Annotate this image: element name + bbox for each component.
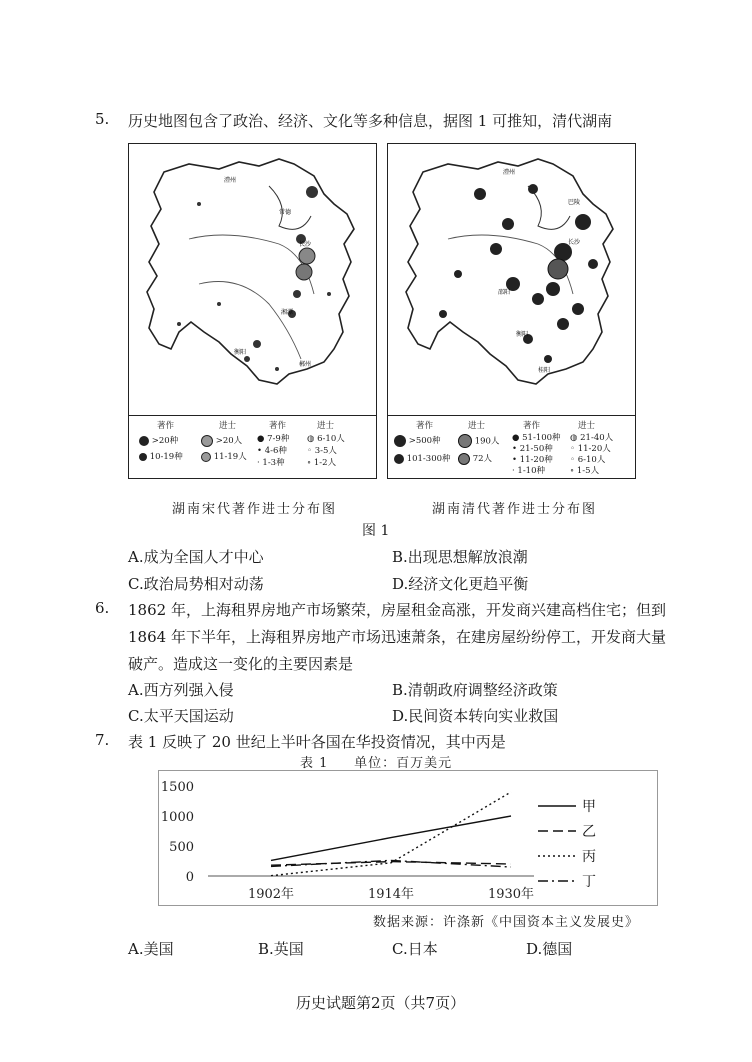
map-place: 澧州 bbox=[224, 177, 237, 184]
book-marker bbox=[557, 318, 569, 330]
legend-label: • 4-6种 bbox=[257, 446, 287, 456]
book-marker bbox=[546, 282, 560, 296]
legend-label: 丙 bbox=[582, 849, 596, 865]
book-marker bbox=[528, 184, 538, 194]
map-place: 澧州 bbox=[503, 169, 516, 176]
figure-label: 图 1 bbox=[362, 523, 390, 539]
map-place: 长沙 bbox=[568, 239, 581, 246]
qing-map-caption: 湖南清代著作进士分布图 bbox=[432, 502, 598, 517]
legend-heading: 进士 bbox=[468, 421, 486, 431]
legend-heading: 进士 bbox=[219, 421, 237, 431]
qing-map bbox=[387, 143, 636, 479]
jinshi-icon bbox=[201, 435, 213, 447]
song-map-caption: 湖南宋代著作进士分布图 bbox=[172, 502, 338, 517]
book-marker bbox=[532, 293, 544, 305]
data-source: 数据来源：许涤新《中国资本主义发展史》 bbox=[373, 915, 640, 930]
book-marker bbox=[454, 270, 462, 278]
page-footer: 历史试题第2页（共7页） bbox=[296, 994, 466, 1012]
book-marker bbox=[588, 259, 598, 269]
y-tick-label: 0 bbox=[185, 870, 194, 885]
legend-label: 丁 bbox=[582, 874, 596, 890]
x-tick-label: 1902年 bbox=[247, 887, 295, 902]
legend-label: • 11-20种 bbox=[512, 455, 553, 465]
q6-line-3: 破产。造成这一变化的主要因素是 bbox=[128, 655, 354, 673]
legend-label: ● 7-9种 bbox=[257, 434, 290, 444]
song-map bbox=[128, 143, 377, 479]
map-place: 常德 bbox=[279, 209, 292, 216]
book-marker bbox=[197, 202, 201, 206]
x-tick-label: 1930年 bbox=[487, 887, 535, 902]
legend-label: · 1-3种 bbox=[257, 458, 285, 468]
book-marker bbox=[502, 218, 514, 230]
legend-label: >20种 bbox=[151, 436, 179, 446]
legend-label: · 1-10种 bbox=[512, 466, 546, 476]
book-marker bbox=[544, 355, 552, 363]
book-marker bbox=[439, 310, 447, 318]
book-marker bbox=[217, 302, 221, 306]
map-place: 巴陵 bbox=[568, 199, 581, 206]
q7-option-a[interactable]: A.美国 bbox=[128, 940, 174, 958]
song-map-drawing bbox=[129, 144, 376, 414]
book-marker bbox=[490, 243, 502, 255]
q5-option-c[interactable]: C.政治局势相对动荡 bbox=[128, 575, 264, 593]
map-place: 衡阳 bbox=[516, 331, 529, 338]
legend-label: 101-300种 bbox=[406, 454, 451, 464]
legend-label: ∘ 1-5人 bbox=[570, 466, 600, 476]
map-place: 长沙 bbox=[299, 241, 312, 248]
q6-option-d[interactable]: D.民间资本转向实业救国 bbox=[392, 707, 559, 725]
book-marker bbox=[253, 340, 261, 348]
legend-label: 乙 bbox=[582, 824, 596, 840]
q5-option-b[interactable]: B.出现思想解放浪潮 bbox=[392, 548, 528, 566]
jinshi-marker bbox=[296, 264, 312, 280]
legend-label: 甲 bbox=[582, 799, 596, 815]
book-marker bbox=[327, 292, 331, 296]
legend-label: ◦ 3-5人 bbox=[307, 446, 337, 456]
legend-label: ◦ 6-10人 bbox=[570, 455, 606, 465]
book-marker bbox=[275, 367, 279, 371]
qing-map-outline bbox=[406, 159, 613, 384]
song-map-outline bbox=[147, 159, 354, 384]
q5-number: 5. bbox=[95, 110, 110, 128]
book-marker bbox=[177, 322, 181, 326]
q7-number: 7. bbox=[95, 731, 110, 749]
book-icon bbox=[139, 436, 149, 446]
investment-chart bbox=[158, 770, 658, 906]
q5-option-a[interactable]: A.成为全国人才中心 bbox=[128, 548, 264, 566]
x-tick-label: 1914年 bbox=[367, 887, 415, 902]
book-marker bbox=[572, 303, 584, 315]
legend-label: ◍ 21-40人 bbox=[570, 433, 614, 443]
legend-label: >500种 bbox=[408, 436, 441, 446]
legend-label: ◦ 11-20人 bbox=[570, 444, 611, 454]
table-title: 表 1 单位：百万美元 bbox=[300, 756, 453, 771]
qing-map-drawing bbox=[388, 144, 635, 414]
q6-number: 6. bbox=[95, 599, 110, 617]
q6-option-c[interactable]: C.太平天国运动 bbox=[128, 707, 234, 725]
jinshi-marker bbox=[548, 259, 568, 279]
series-line-1 bbox=[271, 816, 511, 860]
legend-label: ● 51-100种 bbox=[512, 433, 561, 443]
q7-option-d[interactable]: D.德国 bbox=[526, 940, 573, 958]
legend-heading: 著作 bbox=[269, 421, 287, 431]
legend-label: ∘ 1-2人 bbox=[307, 458, 337, 468]
legend-label: 190人 bbox=[474, 436, 500, 447]
y-tick-label: 500 bbox=[169, 840, 194, 855]
jinshi-icon bbox=[201, 452, 211, 462]
q5-stem: 历史地图包含了政治、经济、文化等多种信息，据图 1 可推知，清代湖南 bbox=[128, 112, 613, 130]
legend-label: 11-19人 bbox=[213, 452, 247, 462]
book-marker bbox=[293, 290, 301, 298]
book-icon bbox=[139, 453, 147, 461]
legend-heading: 著作 bbox=[523, 421, 541, 431]
map-place: 衡阳 bbox=[234, 349, 247, 356]
map-place: 邵阳 bbox=[498, 289, 511, 296]
legend-label: • 21-50种 bbox=[512, 444, 553, 454]
map-place: 湘潭 bbox=[281, 309, 294, 316]
jinshi-marker bbox=[299, 248, 315, 264]
book-marker bbox=[244, 356, 250, 362]
book-icon bbox=[394, 454, 404, 464]
legend-heading: 著作 bbox=[157, 421, 175, 431]
y-tick-label: 1000 bbox=[160, 810, 194, 825]
legend-label: 72人 bbox=[472, 454, 493, 464]
q7-option-c[interactable]: C.日本 bbox=[392, 940, 438, 958]
legend-heading: 进士 bbox=[578, 421, 596, 431]
legend-label: ◍ 6-10人 bbox=[307, 434, 345, 444]
book-icon bbox=[394, 435, 406, 447]
jinshi-icon bbox=[458, 434, 472, 448]
book-marker bbox=[306, 186, 318, 198]
q6-option-b[interactable]: B.清朝政府调整经济政策 bbox=[392, 681, 558, 699]
map-place: 郴州 bbox=[299, 361, 312, 368]
book-marker bbox=[474, 188, 486, 200]
map-place: 桂阳 bbox=[538, 367, 551, 374]
investment-chart-svg bbox=[158, 770, 658, 906]
legend-heading: 著作 bbox=[416, 421, 434, 431]
legend-heading: 进士 bbox=[317, 421, 335, 431]
song-legend bbox=[129, 415, 376, 478]
q5-option-d[interactable]: D.经济文化更趋平衡 bbox=[392, 575, 529, 593]
q6-line-2: 1864 年下半年，上海租界房地产市场迅速萧条，在建房屋纷纷停工，开发商大量 bbox=[128, 628, 666, 646]
book-marker bbox=[575, 214, 591, 230]
q6-option-a[interactable]: A.西方列强入侵 bbox=[128, 681, 234, 699]
q7-option-b[interactable]: B.英国 bbox=[258, 940, 304, 958]
jinshi-icon bbox=[458, 453, 470, 465]
legend-label: >20人 bbox=[215, 436, 243, 446]
q7-stem: 表 1 反映了 20 世纪上半叶各国在华投资情况，其中丙是 bbox=[128, 733, 506, 751]
legend-label: 10-19种 bbox=[149, 452, 183, 462]
y-tick-label: 1500 bbox=[160, 780, 194, 795]
qing-legend bbox=[388, 415, 635, 478]
q6-line-1: 1862 年，上海租界房地产市场繁荣，房屋租金高涨，开发商兴建高档住宅；但到 bbox=[128, 601, 666, 619]
